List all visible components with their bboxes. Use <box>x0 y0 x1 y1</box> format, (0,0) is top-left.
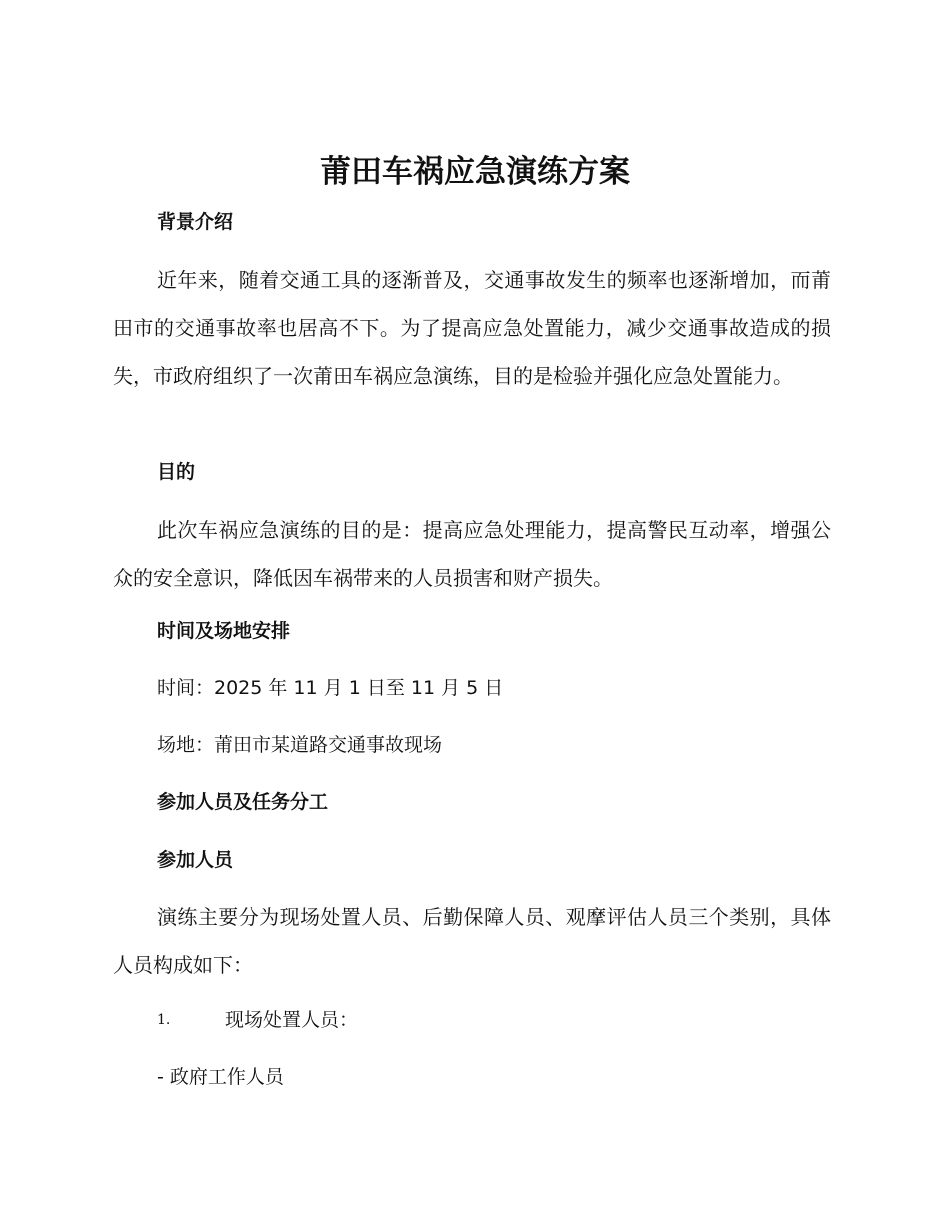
heading-background: 背景介绍 <box>157 211 234 233</box>
venue-line: 场地：莆田市某道路交通事故现场 <box>157 734 443 756</box>
subheading-participants: 参加人员 <box>157 849 234 871</box>
heading-schedule: 时间及场地安排 <box>157 620 291 642</box>
document-title: 莆田车祸应急演练方案 <box>320 154 630 190</box>
paragraph-background: 近年来，随着交通工具的逐渐普及，交通事故发生的频率也逐渐增加，而莆田市的交通事故率也居高不下。为了提高应急处置能力，减少交通事故造成的损失，市政府组织了一次莆田车祸应急演练，目的是检验并强化应急处置能力。 <box>113 268 831 388</box>
paragraph-participants: 演练主要分为现场处置人员、后勤保障人员、观摩评估人员三个类别，具体人员构成如下： <box>113 905 831 977</box>
list-item-number: 1. <box>157 1012 171 1028</box>
heading-purpose: 目的 <box>157 461 196 483</box>
heading-participants: 参加人员及任务分工 <box>157 791 329 813</box>
list-item-text: 现场处置人员： <box>225 1009 359 1031</box>
time-line: 时间：2025 年 11 月 1 日至 11 月 5 日 <box>157 677 504 699</box>
bullet-item: - 政府工作人员 <box>157 1066 284 1088</box>
paragraph-purpose: 此次车祸应急演练的目的是：提高应急处理能力，提高警民互动率，增强公众的安全意识，降低因车祸带来的人员损害和财产损失。 <box>113 518 831 590</box>
